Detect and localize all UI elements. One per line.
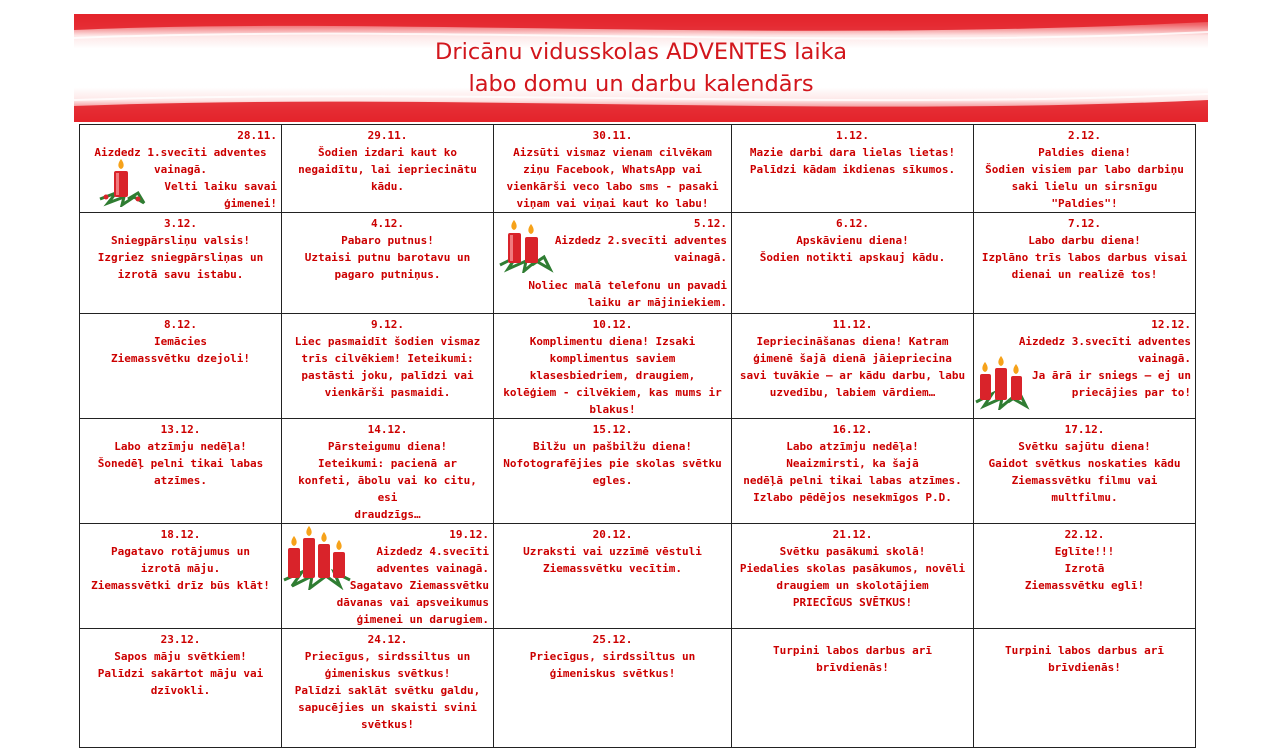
advent-candle-icon: [282, 524, 352, 590]
cell-date: 24.12.: [367, 633, 408, 646]
cell-date: 19.12.: [449, 528, 489, 541]
calendar-cell: [282, 314, 494, 419]
cell-text-line: Velti laiku savai: [164, 180, 277, 193]
cell-text-line: Ziemassvētki drīz būs klāt!: [91, 579, 270, 592]
cell-text-line: Izrotā: [1064, 562, 1105, 575]
cell-text-line: izrotā māju.: [140, 562, 221, 575]
cell-text-line: Ja ārā ir sniegs – ej un: [1032, 369, 1191, 382]
cell-date: 17.12.: [1064, 423, 1105, 436]
cell-text-line: Pārsteigumu diena!: [327, 440, 448, 453]
calendar-cell: [494, 314, 732, 419]
cell-text-line: multfilmu.: [1051, 491, 1118, 504]
calendar-cell: [494, 419, 732, 524]
cell-text-line: savi tuvākie – ar kādu darbu, labu: [739, 369, 966, 382]
cell-text-line: Labo atzīmju nedēļa!: [786, 440, 919, 453]
cell-date: 8.12.: [163, 318, 198, 331]
cell-text-line: Aizdedz 3.svecīti adventes: [1018, 335, 1191, 348]
calendar-cell: [80, 419, 282, 524]
cell-text-line: Svētku sajūtu diena!: [1018, 440, 1151, 453]
cell-text-line: Paldies diena!: [1038, 146, 1131, 159]
cell-text-line: Šodien izdari kaut ko: [317, 146, 458, 159]
cell-text-line: draugiem un skolotājiem: [776, 579, 929, 592]
cell-date: 5.12.: [693, 217, 727, 230]
cell-date: 11.12.: [832, 318, 873, 331]
cell-text-line: Izplāno trīs labos darbus visai: [981, 251, 1188, 264]
cell-text-line: Turpini labos darbus arī: [773, 644, 932, 657]
cell-text-line: svētkus!: [361, 718, 414, 731]
calendar-row: [80, 125, 1196, 213]
cell-text-line: ģimeniskus svētkus!: [549, 667, 676, 680]
cell-text-line: atzīmes.: [154, 474, 207, 487]
cell-text-line: nedēļā pelni tikai labas atzīmes.: [743, 474, 962, 487]
cell-text-line: Pabaro putnus!: [341, 234, 434, 247]
cell-text-line: Liec pasmaidīt šodien vismaz: [294, 335, 481, 348]
calendar-cell: [974, 629, 1196, 748]
cell-text-line: Iemācies: [154, 335, 207, 348]
cell-text-line: viņam vai viņai kaut ko labu!: [516, 197, 709, 210]
cell-date: 16.12.: [832, 423, 873, 436]
calendar-cell: [282, 213, 494, 314]
cell-text-line: kādu.: [370, 180, 405, 193]
calendar-row: [80, 213, 1196, 314]
cell-text-line: Nofotografējies pie skolas svētku: [503, 457, 722, 470]
cell-text-line: Ziemassvētku eglī!: [1024, 579, 1145, 592]
calendar-cell: [80, 524, 282, 629]
calendar-cell: [494, 125, 732, 213]
cell-text-line: Neaizmirsti, ka šajā: [786, 457, 919, 470]
calendar-cell: [732, 314, 974, 419]
cell-text-line: Aizdedz 4.svecīti: [376, 545, 489, 558]
cell-text-line: negaidītu, lai iepriecinātu: [298, 163, 477, 176]
cell-text-line: ģimeniskus svētkus!: [324, 667, 451, 680]
cell-text-line: PRIECĪGUS SVĒTKUS!: [792, 596, 913, 609]
cell-date: 4.12.: [370, 217, 405, 230]
cell-text-line: vienkārši pasmaidi.: [324, 386, 451, 399]
cell-text-line: brīvdienās!: [816, 661, 889, 674]
cell-text-line: Komplimentu diena! Izsaki: [529, 335, 696, 348]
cell-text-line: Ieteikumi: pacienā ar: [317, 457, 458, 470]
cell-text-line: Šonedēļ pelni tikai labas: [97, 457, 264, 470]
cell-text-line: Iepriecināšanas diena! Katram: [756, 335, 949, 348]
cell-text-line: Labo atzīmju nedēļa!: [114, 440, 247, 453]
cell-text-line: draudzīgs…: [354, 508, 421, 521]
cell-text-line: priecājies par to!: [1071, 386, 1191, 399]
cell-date: 30.11.: [592, 129, 633, 142]
cell-text-line: Bilžu un pašbilžu diena!: [533, 440, 692, 453]
advent-calendar-table: [79, 124, 1196, 748]
cell-date: 28.11.: [237, 129, 277, 142]
cell-text-line: Ziemassvētku filmu vai: [1011, 474, 1158, 487]
calendar-row: [80, 314, 1196, 419]
calendar-cell: [732, 524, 974, 629]
cell-date: 12.12.: [1151, 318, 1191, 331]
title-line-1: Dricānu vidusskolas ADVENTES laika: [435, 39, 847, 65]
cell-text-line: Šodien notikti apskauj kādu.: [759, 251, 946, 264]
cell-text-line: Ziemassvētku dzejoli!: [110, 352, 251, 365]
cell-date: 10.12.: [592, 318, 633, 331]
cell-text-line: izrotā savu istabu.: [117, 268, 244, 281]
cell-text-line: ģimenei!: [224, 197, 277, 210]
calendar-cell: [80, 314, 282, 419]
cell-date: 18.12.: [160, 528, 201, 541]
cell-text-line: Palīdzi kādam ikdienas sīkumos.: [749, 163, 956, 176]
cell-text-line: Palīdzi sakārtot māju vai: [97, 667, 264, 680]
cell-text-line: Apskāvienu diena!: [796, 234, 909, 247]
cell-text-line: konfeti, ābolu vai ko citu, esi: [298, 474, 477, 504]
calendar-cell: [974, 314, 1196, 419]
cell-text-line: sapucējies un skaisti svini: [298, 701, 477, 714]
cell-text-line: laiku ar mājiniekiem.: [587, 296, 727, 309]
cell-date: 20.12.: [592, 528, 633, 541]
calendar-row: [80, 524, 1196, 629]
calendar-cell: [80, 125, 282, 213]
advent-candle-icon: [98, 155, 146, 207]
cell-text-line: Šodien visiem par labo darbiņu: [985, 163, 1184, 176]
cell-text-line: ziņu Facebook, WhatsApp vai: [523, 163, 702, 176]
cell-date: 15.12.: [592, 423, 633, 436]
cell-text-line: ģimenē šajā dienā jāiepriecina: [753, 352, 952, 365]
cell-date: 3.12.: [163, 217, 198, 230]
cell-text-line: Izgriez sniegpārsliņas un: [97, 251, 264, 264]
calendar-cell: [282, 419, 494, 524]
cell-text-line: Izlabo pēdējos nesekmīgos P.D.: [753, 491, 952, 504]
calendar-cell: [80, 213, 282, 314]
cell-text-line: dienai un realizē tos!: [1011, 268, 1158, 281]
cell-text-line: pagaro putniņus.: [334, 268, 441, 281]
spacer: [736, 631, 969, 642]
cell-text-line: Eglīte!!!: [1054, 545, 1115, 558]
cell-text-line: Piedalies skolas pasākumos, novēli: [739, 562, 966, 575]
cell-date: 25.12.: [592, 633, 633, 646]
cell-text-line: ģimenei un darugiem.: [356, 613, 489, 626]
cell-date: 2.12.: [1067, 129, 1102, 142]
cell-text-line: Palīdzi saklāt svētku galdu,: [294, 684, 481, 697]
cell-text-line: vienkārši veco labo sms - pasaki: [506, 180, 719, 193]
cell-text-line: Aizsūti vismaz vienam cilvēkam: [513, 146, 712, 159]
cell-text-line: Uzraksti vai uzzīmē vēstuli: [523, 545, 702, 558]
cell-text-line: Gaidot svētkus noskaties kādu: [988, 457, 1181, 470]
calendar-cell: [974, 419, 1196, 524]
calendar-cell: [732, 629, 974, 748]
cell-date: 21.12.: [832, 528, 873, 541]
cell-text-line: Uztaisi putnu barotavu un: [304, 251, 471, 264]
cell-text-line: Pagatavo rotājumus un: [110, 545, 251, 558]
calendar-cell: [282, 524, 494, 629]
cell-text-line: adventes vainagā.: [376, 562, 489, 575]
cell-text-line: dāvanas vai apsveikumus: [336, 596, 489, 609]
cell-date: 29.11.: [367, 129, 408, 142]
cell-text-line: Ziemassvētku vecītim.: [542, 562, 683, 575]
cell-text-line: Turpini labos darbus arī: [1005, 644, 1164, 657]
cell-text-line: Noliec malā telefonu un pavadi: [528, 279, 727, 292]
calendar-cell: [974, 524, 1196, 629]
cell-text-line: pastāsti joku, palīdzi vai: [301, 369, 474, 382]
cell-date: 23.12.: [160, 633, 201, 646]
cell-date: 22.12.: [1064, 528, 1105, 541]
cell-date: 6.12.: [835, 217, 870, 230]
cell-text-line: vainagā.: [674, 251, 727, 264]
cell-text-line: Sniegpārsliņu valsis!: [110, 234, 251, 247]
cell-date: 1.12.: [835, 129, 870, 142]
cell-text-line: Priecīgus, sirdssiltus un: [304, 650, 471, 663]
cell-text-line: blakus!: [589, 403, 636, 416]
calendar-cell: [80, 629, 282, 748]
cell-date: 9.12.: [370, 318, 405, 331]
calendar-cell: [974, 125, 1196, 213]
cell-text-line: trīs cilvēkiem! Ieteikumi:: [301, 352, 474, 365]
title-line-2: labo domu un darbu kalendārs: [468, 71, 814, 97]
cell-text-line: Labo darbu diena!: [1028, 234, 1141, 247]
spacer: [978, 631, 1191, 642]
cell-date: 13.12.: [160, 423, 201, 436]
cell-text-line: dzīvokli.: [150, 684, 211, 697]
cell-text-line: komplimentus saviem: [549, 352, 676, 365]
advent-candle-icon: [974, 352, 1030, 410]
cell-text-line: egles.: [592, 474, 633, 487]
cell-text-line: Mazie darbi dara lielas lietas!: [749, 146, 956, 159]
title-banner: [74, 14, 1208, 122]
calendar-cell: [282, 629, 494, 748]
calendar-cell: [494, 213, 732, 314]
cell-text-line: vainagā.: [154, 163, 207, 176]
cell-text-line: klasesbiedriem, draugiem,: [529, 369, 696, 382]
calendar-cell: [974, 213, 1196, 314]
cell-text-line: brīvdienās!: [1048, 661, 1121, 674]
cell-text-line: Aizdedz 1.svecīti adventes: [94, 146, 267, 159]
calendar-cell: [494, 524, 732, 629]
calendar-row: [80, 419, 1196, 524]
calendar-cell: [494, 629, 732, 748]
cell-date: 14.12.: [367, 423, 408, 436]
calendar-cell: [732, 125, 974, 213]
cell-text-line: Priecīgus, sirdssiltus un: [529, 650, 696, 663]
cell-text-line: saki lielu un sirsnīgu "Paldies"!: [1011, 180, 1158, 210]
cell-text-line: Svētku pasākumi skolā!: [779, 545, 926, 558]
calendar-cell: [732, 213, 974, 314]
calendar-cell: [732, 419, 974, 524]
page-title: [74, 36, 1208, 100]
cell-text-line: vainagā.: [1138, 352, 1191, 365]
cell-text-line: Sapos māju svētkiem!: [114, 650, 247, 663]
cell-text-line: uzvedību, labiem vārdiem…: [769, 386, 936, 399]
advent-candle-icon: [498, 215, 554, 273]
cell-date: 7.12.: [1067, 217, 1102, 230]
calendar-row: [80, 629, 1196, 748]
cell-text-line: kolēģiem - cilvēkiem, kas mums ir: [503, 386, 722, 399]
calendar-cell: [282, 125, 494, 213]
cell-text-line: Aizdedz 2.svecīti adventes: [554, 234, 727, 247]
cell-text-line: Sagatavo Ziemassvētku: [349, 579, 489, 592]
